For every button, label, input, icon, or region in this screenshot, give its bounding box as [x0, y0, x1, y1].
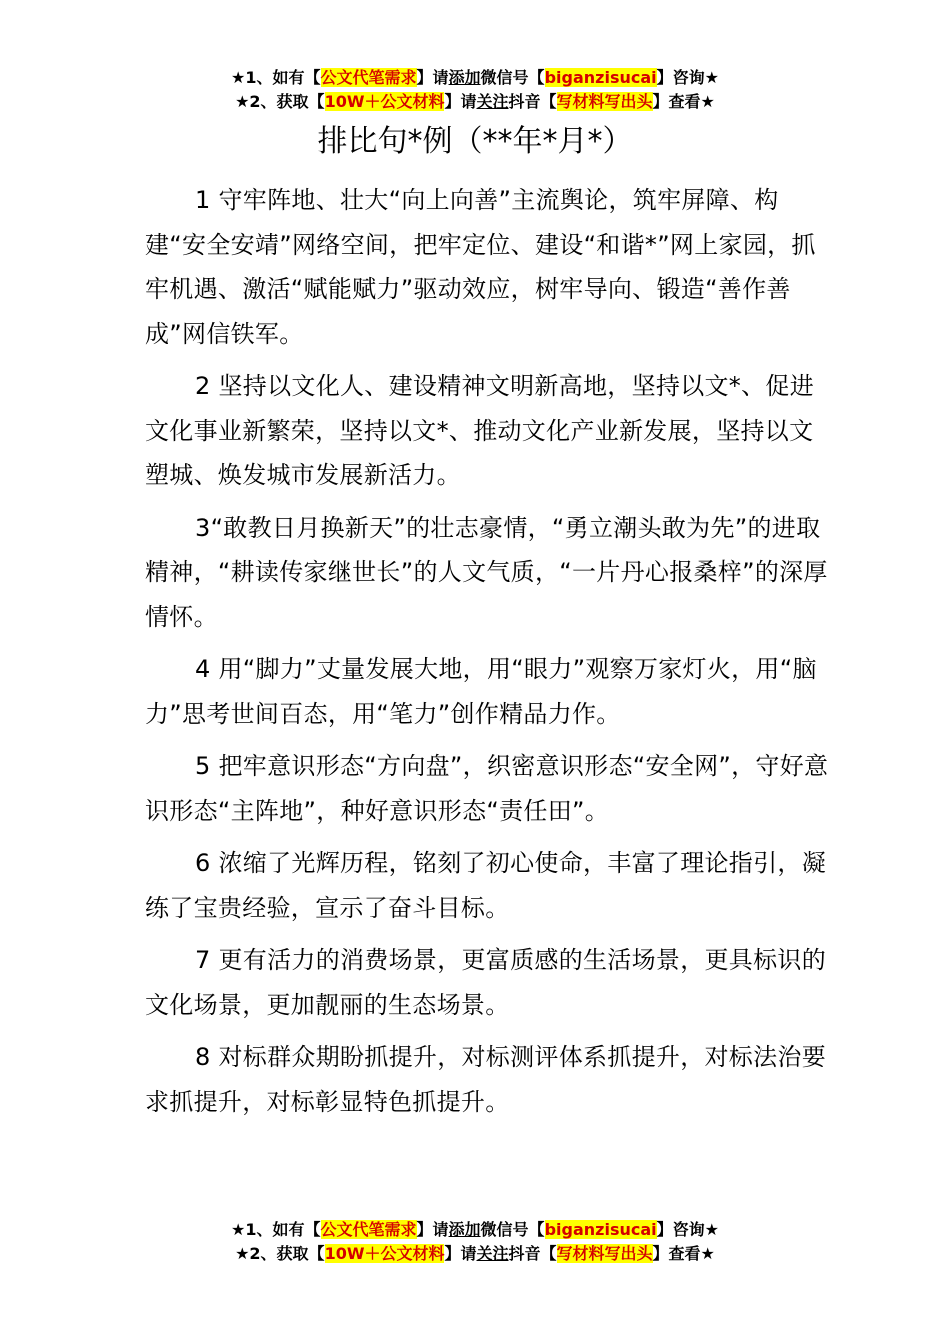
banner-text: 】咨询★: [656, 68, 719, 87]
banner-text: 】查看★: [652, 92, 715, 111]
paragraph: 3“敢教日月换新天”的壮志豪情，“勇立潮头敢为先”的进取精神，“耕读传家继世长”的人文气质，“一片丹心报桑梓”的深厚情怀。: [145, 513, 828, 631]
banner-text: 抖音【: [508, 92, 557, 111]
wechat-id: biganzisucai: [544, 68, 657, 87]
banner-text: 微信号【: [480, 1220, 545, 1239]
banner-text: ★1、如有【: [231, 68, 321, 87]
banner-text: ★1、如有【: [231, 1220, 321, 1239]
header-banner: [0, 66, 950, 114]
banner-text: ★2、获取【: [235, 92, 325, 111]
document-body: [145, 178, 835, 1132]
banner-line-2: [0, 1242, 950, 1266]
highlight-text: 公文代笔需求: [320, 1220, 417, 1239]
paragraph: 4 用“脚力”丈量发展大地，用“眼力”观察万家灯火，用“脑力”思考世间百态，用“笔力”创作精品力作。: [145, 655, 817, 728]
underlined-text: 关注: [476, 92, 509, 111]
banner-line-1: [0, 66, 950, 90]
banner-text: 抖音【: [508, 1244, 557, 1263]
banner-text: ★2、获取【: [235, 1244, 325, 1263]
footer-banner: [0, 1218, 950, 1266]
banner-line-2: [0, 90, 950, 114]
underlined-text: 关注: [476, 1244, 509, 1263]
paragraph: 5 把牢意识形态“方向盘”，织密意识形态“安全网”，守好意识形态“主阵地”，种好意识形态“责任田”。: [145, 752, 829, 825]
douyin-id: 写材料写出头: [556, 1244, 653, 1263]
banner-text: 】请: [444, 92, 477, 111]
underlined-text: 添加: [448, 1220, 481, 1239]
highlight-text: 10W＋公文材料: [324, 92, 445, 111]
paragraph: 2 坚持以文化人、建设精神文明新高地，坚持以文*、促进文化事业新繁荣，坚持以文*、推动文化产业新发展，坚持以文塑城、焕发城市发展新活力。: [145, 372, 814, 489]
banner-text: 】请: [416, 68, 449, 87]
paragraph: 7 更有活力的消费场景，更富质感的生活场景，更具标识的文化场景，更加靓丽的生态场景。: [145, 946, 826, 1019]
highlight-text: 10W＋公文材料: [324, 1244, 445, 1263]
banner-text: 】请: [416, 1220, 449, 1239]
highlight-text: 公文代笔需求: [320, 68, 417, 87]
paragraph: 6 浓缩了光辉历程，铭刻了初心使命，丰富了理论指引，凝练了宝贵经验，宣示了奋斗目标。: [145, 849, 826, 922]
banner-text: 】咨询★: [656, 1220, 719, 1239]
banner-text: 微信号【: [480, 68, 545, 87]
paragraph: 1 守牢阵地、壮大“向上向善”主流舆论，筑牢屏障、构建“安全安靖”网络空间，把牢定位、建设“和谐*”网上家园，抓牢机遇、激活“赋能赋力”驱动效应，树牢导向、锻造“善作善成”网信铁军。: [145, 186, 816, 348]
banner-line-1: [0, 1218, 950, 1242]
underlined-text: 添加: [448, 68, 481, 87]
page-title: 排比句*例（**年*月*）: [317, 124, 633, 159]
douyin-id: 写材料写出头: [556, 92, 653, 111]
paragraph: 8 对标群众期盼抓提升，对标测评体系抓提升，对标法治要求抓提升，对标彰显特色抓提升。: [145, 1043, 826, 1116]
wechat-id: biganzisucai: [544, 1220, 657, 1239]
banner-text: 】查看★: [652, 1244, 715, 1263]
banner-text: 】请: [444, 1244, 477, 1263]
